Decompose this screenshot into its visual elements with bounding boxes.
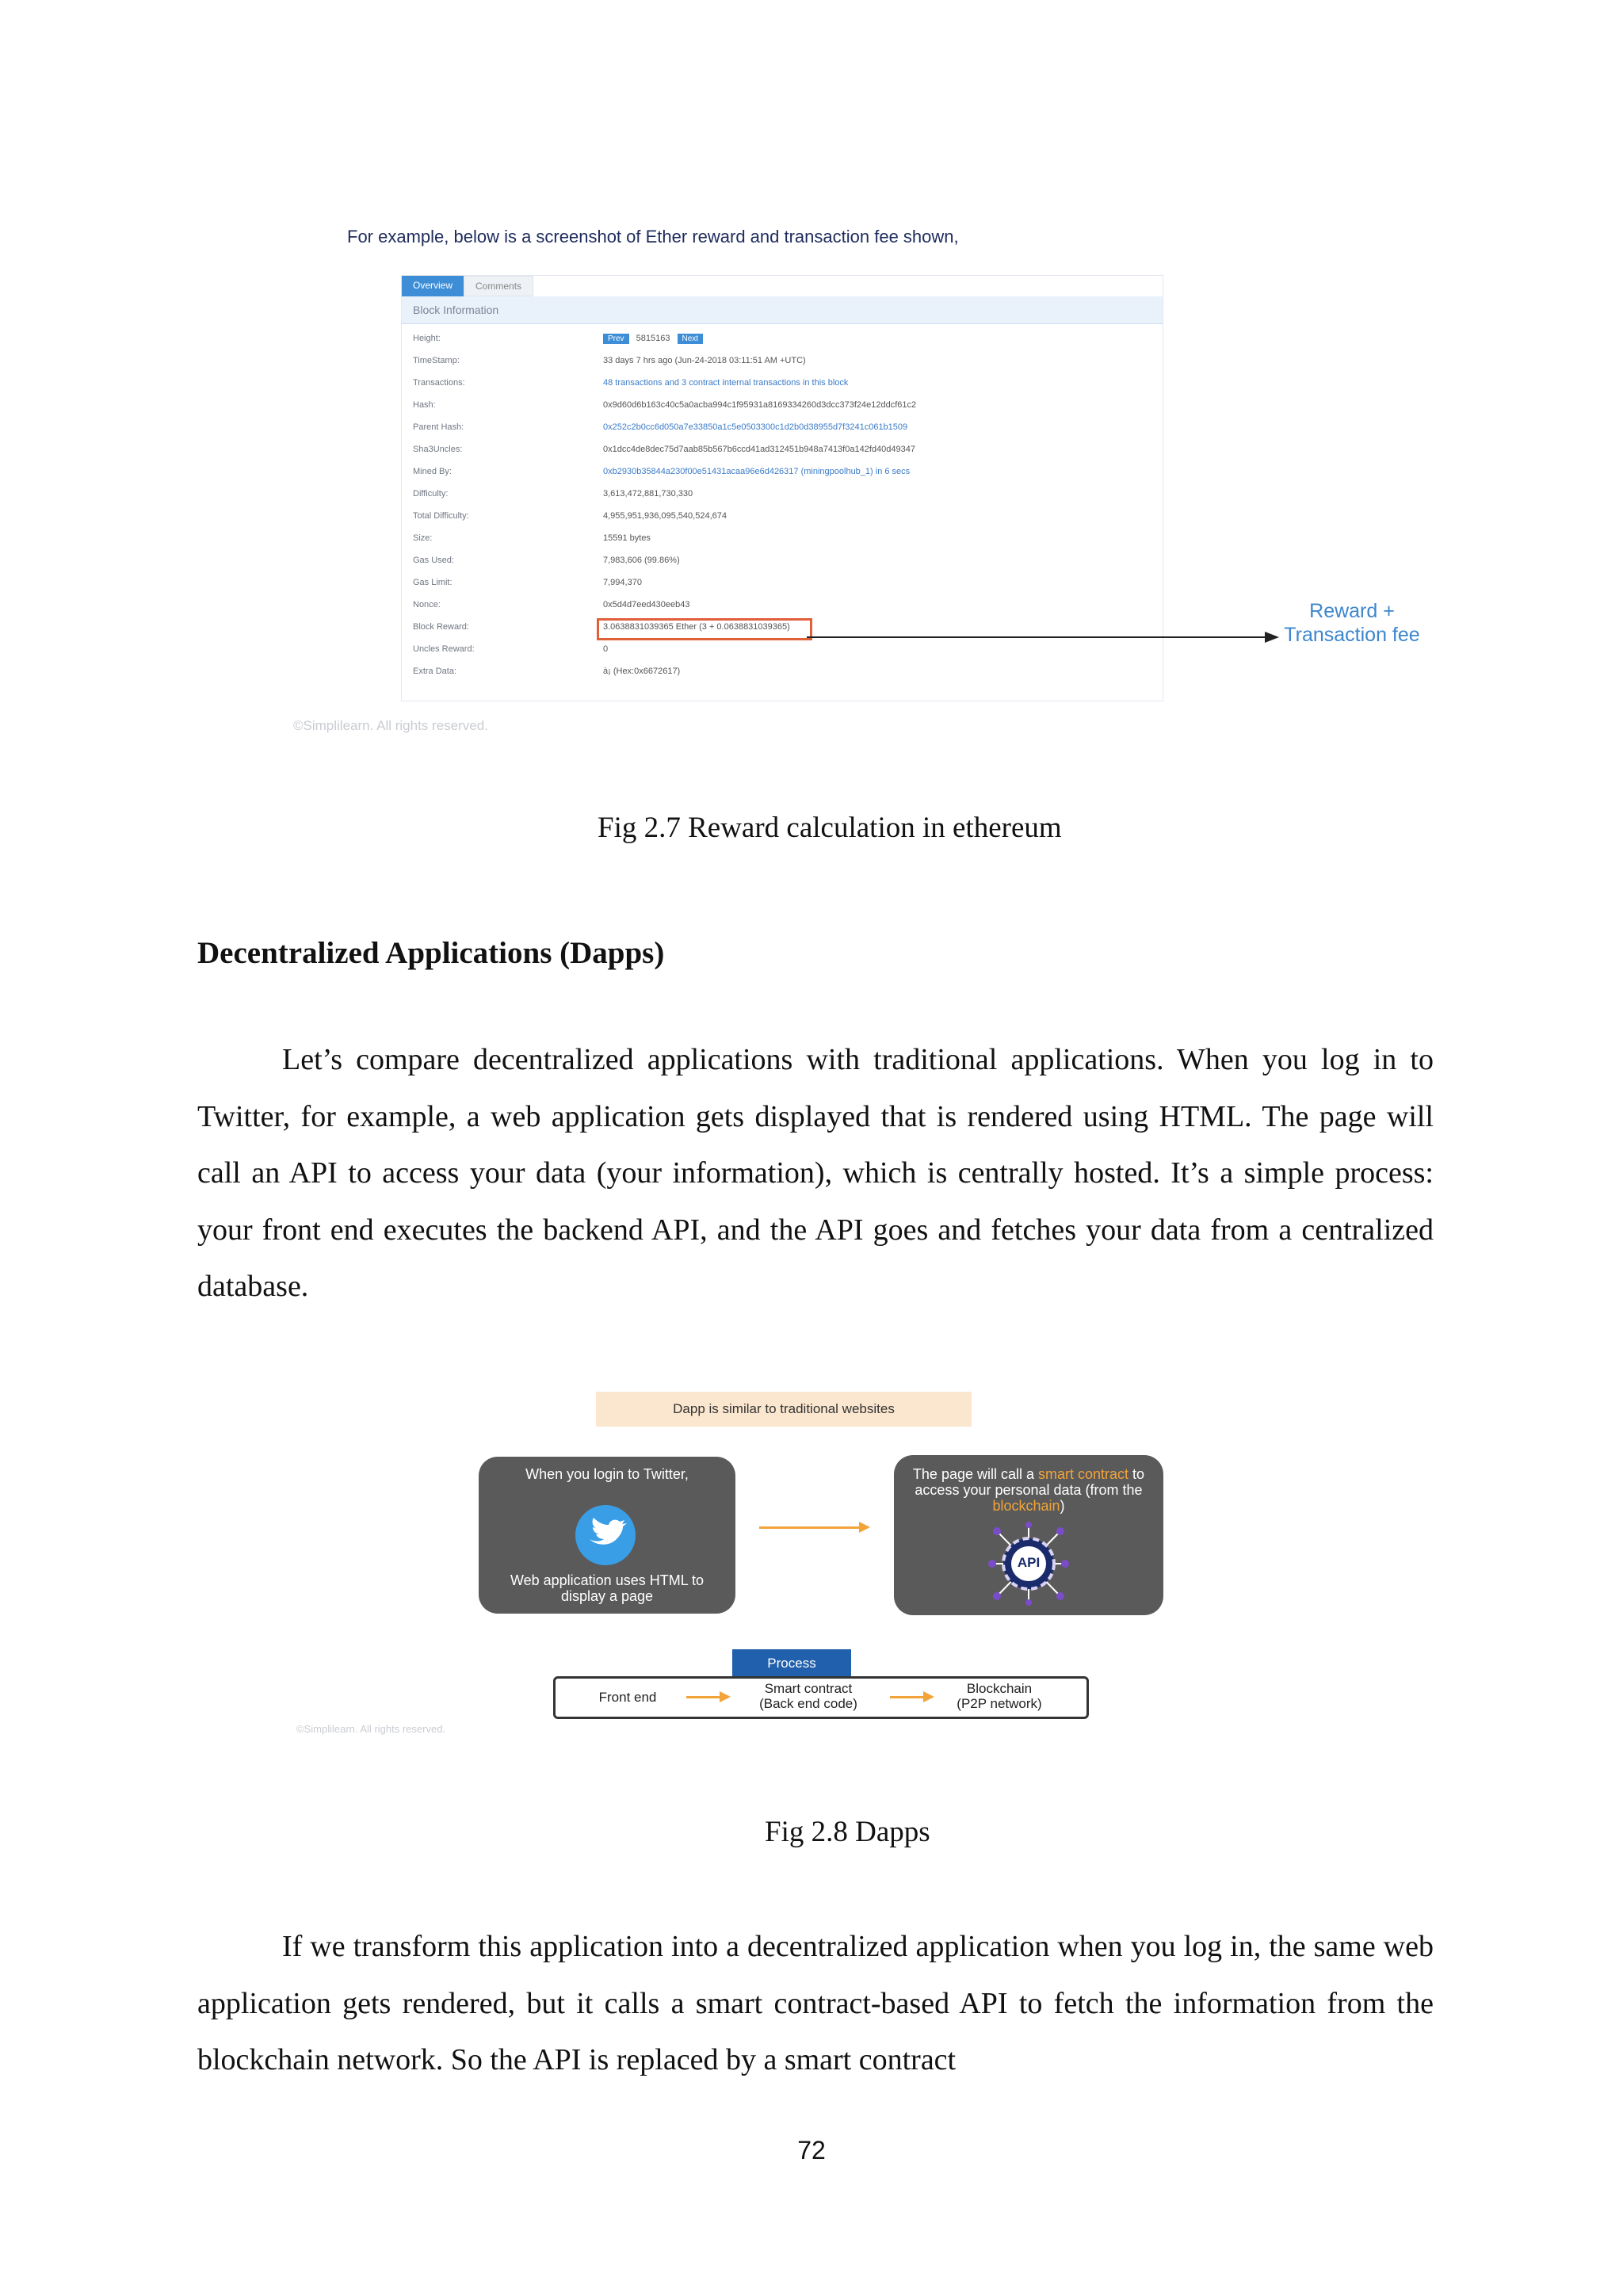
table-row	[402, 506, 1163, 528]
table-row	[402, 572, 1163, 594]
table-row	[402, 372, 1163, 395]
reward-arrow-line	[807, 636, 1266, 638]
transactions-link[interactable]: 48 transactions and 3 contract internal transactions in this block	[603, 378, 849, 388]
blockchain-step	[936, 1681, 1063, 1711]
row-value: 3,613,472,881,730,330	[603, 489, 693, 499]
table-row	[402, 550, 1163, 572]
row-value: 7,994,370	[603, 578, 642, 587]
height-value: 5815163	[636, 334, 670, 343]
page-number: 72	[797, 2136, 826, 2164]
twitter-bird-icon	[561, 1504, 650, 1566]
twitter-card-top-text: When you login to Twitter,	[525, 1466, 689, 1482]
api-label: API	[1017, 1555, 1041, 1570]
row-value: 0x1dcc4de8dec75d7aab85b567b6ccd41ad312451b948a7413f0a142fd40d49347	[603, 445, 915, 454]
figure-intro-text: For example, below is a screenshot of Ether reward and transaction fee shown,	[347, 227, 959, 246]
blockchain-label: Blockchain	[966, 1681, 1033, 1696]
parent-hash-link[interactable]: 0x252c2b0cc6d050a7e33850a1c5e0503300c1d2b0d38955d7f3241c061b1509	[603, 422, 908, 432]
reward-annotation-line1: Reward +	[1309, 600, 1395, 622]
row-value: à¡ (Hex:0x6672617)	[603, 667, 681, 676]
row-label: Gas Used:	[413, 556, 454, 565]
paragraph-2	[197, 1919, 1434, 2089]
pipeline-arrow-1-head	[720, 1691, 731, 1702]
table-row	[402, 350, 1163, 372]
row-value: 0x5d4d7eed430eeb43	[603, 600, 690, 609]
row-label: Gas Limit:	[413, 578, 453, 587]
pipeline-arrow-2-head	[923, 1691, 934, 1702]
table-row	[402, 417, 1163, 439]
row-label: Uncles Reward:	[413, 644, 475, 654]
figure2-copyright: ©Simplilearn. All rights reserved.	[296, 1723, 446, 1735]
row-value: 7,983,606 (99.86%)	[603, 556, 680, 565]
row-value: 0	[603, 644, 609, 654]
figure1-caption: Fig 2.7 Reward calculation in ethereum	[598, 812, 1062, 844]
row-label: Size:	[413, 533, 433, 543]
row-value: 4,955,951,936,095,540,524,674	[603, 511, 727, 521]
row-value	[603, 334, 708, 344]
row-value: 15591 bytes	[603, 533, 651, 543]
paragraph-1	[197, 1032, 1434, 1316]
table-row	[402, 439, 1163, 461]
row-value: 0x9d60d6b163c40c5a0acba994c1f95931a8169334260d3dcc373f24e12ddcf61c2	[603, 400, 917, 410]
row-label: Hash:	[413, 400, 436, 410]
process-label: Process	[732, 1649, 851, 1678]
p2p-network-label: (P2P network)	[957, 1696, 1042, 1711]
paragraph-1-text: Let’s compare decentralized applications with traditional applications. When you log in to Twitter, for example, a web application gets displayed that is rendered using HTML. The page will call an API to access your data (your information), which is centrally hosted. It’s a simple process: your front end executes the backend API, and the API goes and fetches your data from a centralized database.	[197, 1043, 1434, 1303]
smart-contract-text-post: )	[1060, 1498, 1065, 1514]
row-label: Mined By:	[413, 467, 452, 476]
row-label: Difficulty:	[413, 489, 449, 499]
row-label: Extra Data:	[413, 667, 457, 676]
twitter-card-bottom-text: Web application uses HTML to display a page	[510, 1572, 705, 1604]
row-label: Sha3Uncles:	[413, 445, 463, 454]
table-row	[402, 594, 1163, 617]
block-reward-value: 3.0638831039365 Ether (3 + 0.0638831039365)	[603, 622, 790, 632]
smart-contract-label: Smart contract	[764, 1681, 853, 1696]
row-label: Block Reward:	[413, 622, 469, 632]
api-gear-icon	[981, 1522, 1076, 1606]
twitter-card	[479, 1457, 735, 1614]
blockchain-highlight: blockchain	[992, 1498, 1060, 1514]
prev-button[interactable]: Prev	[603, 334, 629, 344]
row-label: TimeStamp:	[413, 356, 460, 365]
figure1-copyright: ©Simplilearn. All rights reserved.	[293, 718, 488, 733]
row-value: 33 days 7 hrs ago (Jun-24-2018 03:11:51 AM +UTC)	[603, 356, 806, 365]
row-label: Transactions:	[413, 378, 465, 388]
smart-contract-text-mid: to access your personal data (from the	[915, 1466, 1145, 1498]
pipeline-arrow-2	[890, 1696, 925, 1698]
table-row	[402, 661, 1163, 683]
smart-contract-card	[894, 1455, 1163, 1615]
section-heading: Decentralized Applications (Dapps)	[197, 936, 665, 970]
row-label: Total Difficulty:	[413, 511, 469, 521]
table-row	[402, 395, 1163, 417]
flow-arrow-line	[759, 1526, 861, 1529]
row-label: Parent Hash:	[413, 422, 464, 432]
reward-annotation-line2: Transaction fee	[1284, 624, 1420, 646]
row-label: Height:	[413, 334, 441, 343]
block-information-header: Block Information	[402, 296, 1163, 324]
smart-contract-text-pre: The page will call a	[912, 1466, 1039, 1482]
row-label: Nonce:	[413, 600, 441, 609]
front-end-label: Front end	[598, 1690, 657, 1705]
table-row	[402, 528, 1163, 550]
tab-overview[interactable]: Overview	[402, 276, 464, 296]
smart-contract-step	[741, 1681, 876, 1711]
flow-arrow-head	[859, 1522, 870, 1533]
table-row	[402, 328, 1163, 350]
tab-comments[interactable]: Comments	[464, 276, 533, 296]
smart-contract-card-text	[903, 1466, 1154, 1514]
back-end-code-label: (Back end code)	[759, 1696, 857, 1711]
table-row	[402, 461, 1163, 483]
miner-link[interactable]: 0xb2930b35844a230f00e51431acaa96e6d426317 (miningpoolhub_1) in 6 secs	[603, 467, 911, 476]
table-row-block-reward	[402, 617, 1163, 639]
reward-annotation	[1281, 599, 1423, 647]
table-row	[402, 639, 1163, 661]
process-pipeline	[553, 1676, 1089, 1719]
smart-contract-highlight: smart contract	[1038, 1466, 1129, 1482]
dapp-diagram-title: Dapp is similar to traditional websites	[596, 1392, 972, 1427]
tab-bar	[402, 276, 533, 296]
next-button[interactable]: Next	[678, 334, 704, 344]
table-row	[402, 483, 1163, 506]
figure2-caption: Fig 2.8 Dapps	[765, 1816, 930, 1848]
reward-highlight-box	[597, 618, 812, 640]
pipeline-arrow-1	[686, 1696, 721, 1698]
reward-arrow-head	[1265, 632, 1279, 643]
paragraph-2-text: If we transform this application into a decentralized application when you log in, the same web application gets rendered, but it calls a smart contract-based API to fetch the information from the blockchain network. So the API is replaced by a smart contract	[197, 1930, 1434, 2076]
